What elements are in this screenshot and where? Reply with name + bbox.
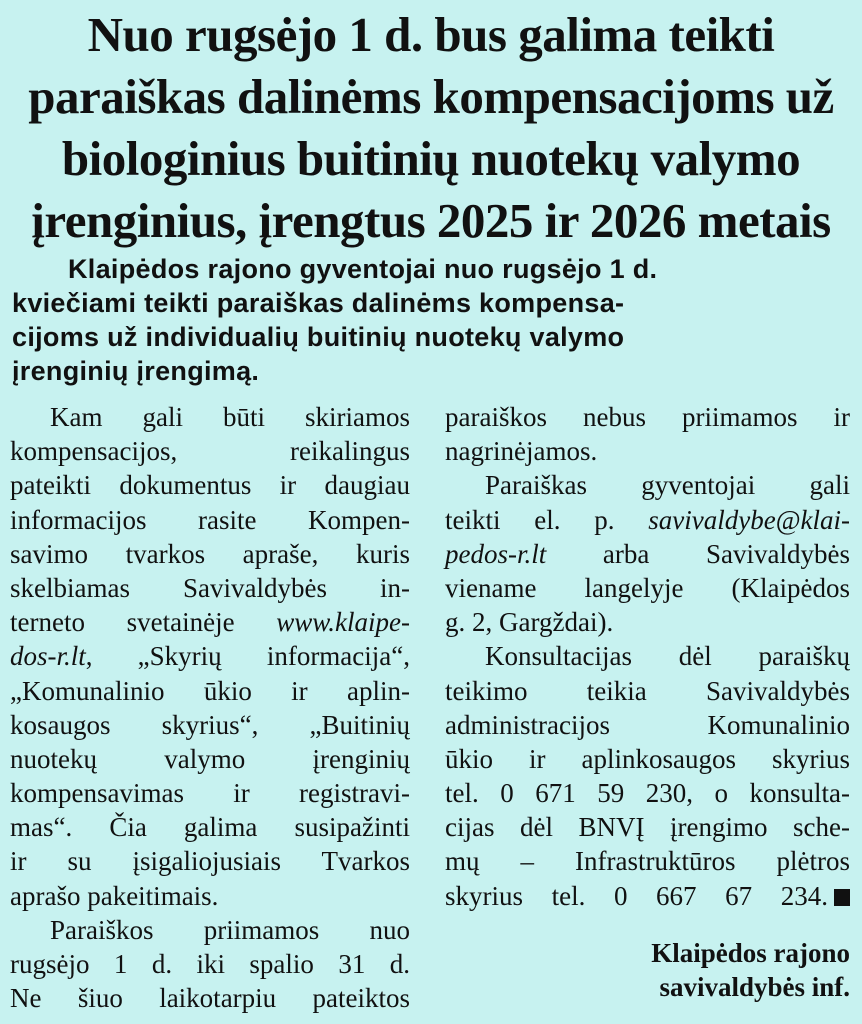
lead-line: cijoms už individualių buitinių nuotekų valymo <box>12 322 625 352</box>
text-line: administracijos Komunalinio <box>445 709 850 740</box>
lead-line: Klaipėdos rajono gyventojai nuo rugsėjo 1 d. <box>68 254 658 284</box>
end-of-article-square-icon <box>834 889 850 906</box>
text-line: teikimo teikia Savivaldybės <box>445 675 850 706</box>
text-line <box>445 503 850 537</box>
text-line: pateikti dokumentus ir daugiau <box>10 470 410 501</box>
text-line <box>445 537 850 571</box>
text-line <box>10 639 410 673</box>
text-line: ir su įsigaliojusiais Tvarkos <box>10 846 410 877</box>
text-fragment: , „Skyrių informacija“, <box>85 641 410 672</box>
text-fragment: terneto svetainėje <box>10 607 235 638</box>
text-line: g. 2, Gargždai). <box>445 607 614 638</box>
lead-line: įrenginių įrengimą. <box>12 356 260 386</box>
text-line: „Komunalinio ūkio ir aplin- <box>10 675 410 706</box>
text-line <box>10 605 410 639</box>
text-line: Paraiškos priimamos nuo <box>50 914 410 945</box>
text-line: informacijos rasite Kompen- <box>10 504 410 535</box>
article-headline <box>10 4 852 252</box>
email-link[interactable]: savivaldybe@klai- <box>648 504 850 535</box>
paragraph-documents <box>10 400 410 913</box>
text-line: mų – Infrastruktūros plėtros <box>445 846 850 877</box>
article-lead <box>12 252 852 388</box>
text-line: Ne šiuo laikotarpiu pateiktos <box>10 983 410 1014</box>
left-column <box>10 400 410 1015</box>
signature-line: Klaipėdos rajono <box>651 938 850 968</box>
text-line: Konsultacijas dėl paraiškų <box>485 641 850 672</box>
article-signature <box>651 936 850 1004</box>
text-line: kompensacijos, reikalingus <box>10 436 410 467</box>
headline-line: biologinius buitinių nuotekų valymo <box>61 131 801 186</box>
text-line: Paraiškas gyventojai gali <box>485 470 850 501</box>
website-link[interactable]: www.klaipe- <box>276 607 410 638</box>
website-link-cont[interactable]: dos-r.lt <box>10 641 86 672</box>
text-line: savimo tvarkos apraše, kuris <box>10 538 410 569</box>
headline-line: paraiškas dalinėms kompensacijoms už <box>28 69 834 124</box>
text-line: skelbiamas Savivaldybės in- <box>10 572 410 603</box>
headline-line: Nuo rugsėjo 1 d. bus galima teikti <box>87 7 775 62</box>
paragraph-submission <box>445 468 850 639</box>
text-fragment: teikti el. p. <box>445 504 615 535</box>
text-line: paraiškos nebus priimamos ir <box>445 402 850 432</box>
text-line: kompensavimas ir registravi- <box>10 778 410 809</box>
text-line: Kam gali būti skiriamos <box>50 402 410 432</box>
paragraph-dates <box>10 913 410 1016</box>
text-line <box>445 879 850 913</box>
text-line: viename langelyje (Klaipėdos <box>445 572 850 603</box>
text-line: rugsėjo 1 d. iki spalio 31 d. <box>10 949 410 979</box>
lead-line: kviečiami teikti paraiškas dalinėms kompensa- <box>12 288 625 318</box>
text-line: cijas dėl BNVĮ įrengimo sche- <box>445 812 850 843</box>
text-line: kosaugos skyrius“, „Buitinių <box>10 709 410 740</box>
text-fragment: arba Savivaldybės <box>546 538 850 569</box>
text-line: aprašo pakeitimais. <box>10 880 219 911</box>
right-column <box>445 400 850 913</box>
text-fragment: skyrius tel. 0 667 67 234. <box>445 880 828 911</box>
headline-line: įrenginius, įrengtus 2025 ir 2026 metais <box>31 193 831 248</box>
text-line: tel. 0 671 59 230, o konsulta- <box>445 778 850 809</box>
text-line: ūkio ir aplinkosaugos skyrius <box>445 743 850 774</box>
paragraph-dates-continued <box>445 400 850 468</box>
email-link-cont[interactable]: pedos-r.lt <box>445 538 547 569</box>
text-line: mas“. Čia galima susipažinti <box>10 812 410 843</box>
text-line: nagrinėjamos. <box>445 436 598 467</box>
signature-line: savivaldybės inf. <box>659 972 850 1002</box>
text-line: nuotekų valymo įrenginių <box>10 743 410 774</box>
paragraph-consultations <box>445 639 850 913</box>
